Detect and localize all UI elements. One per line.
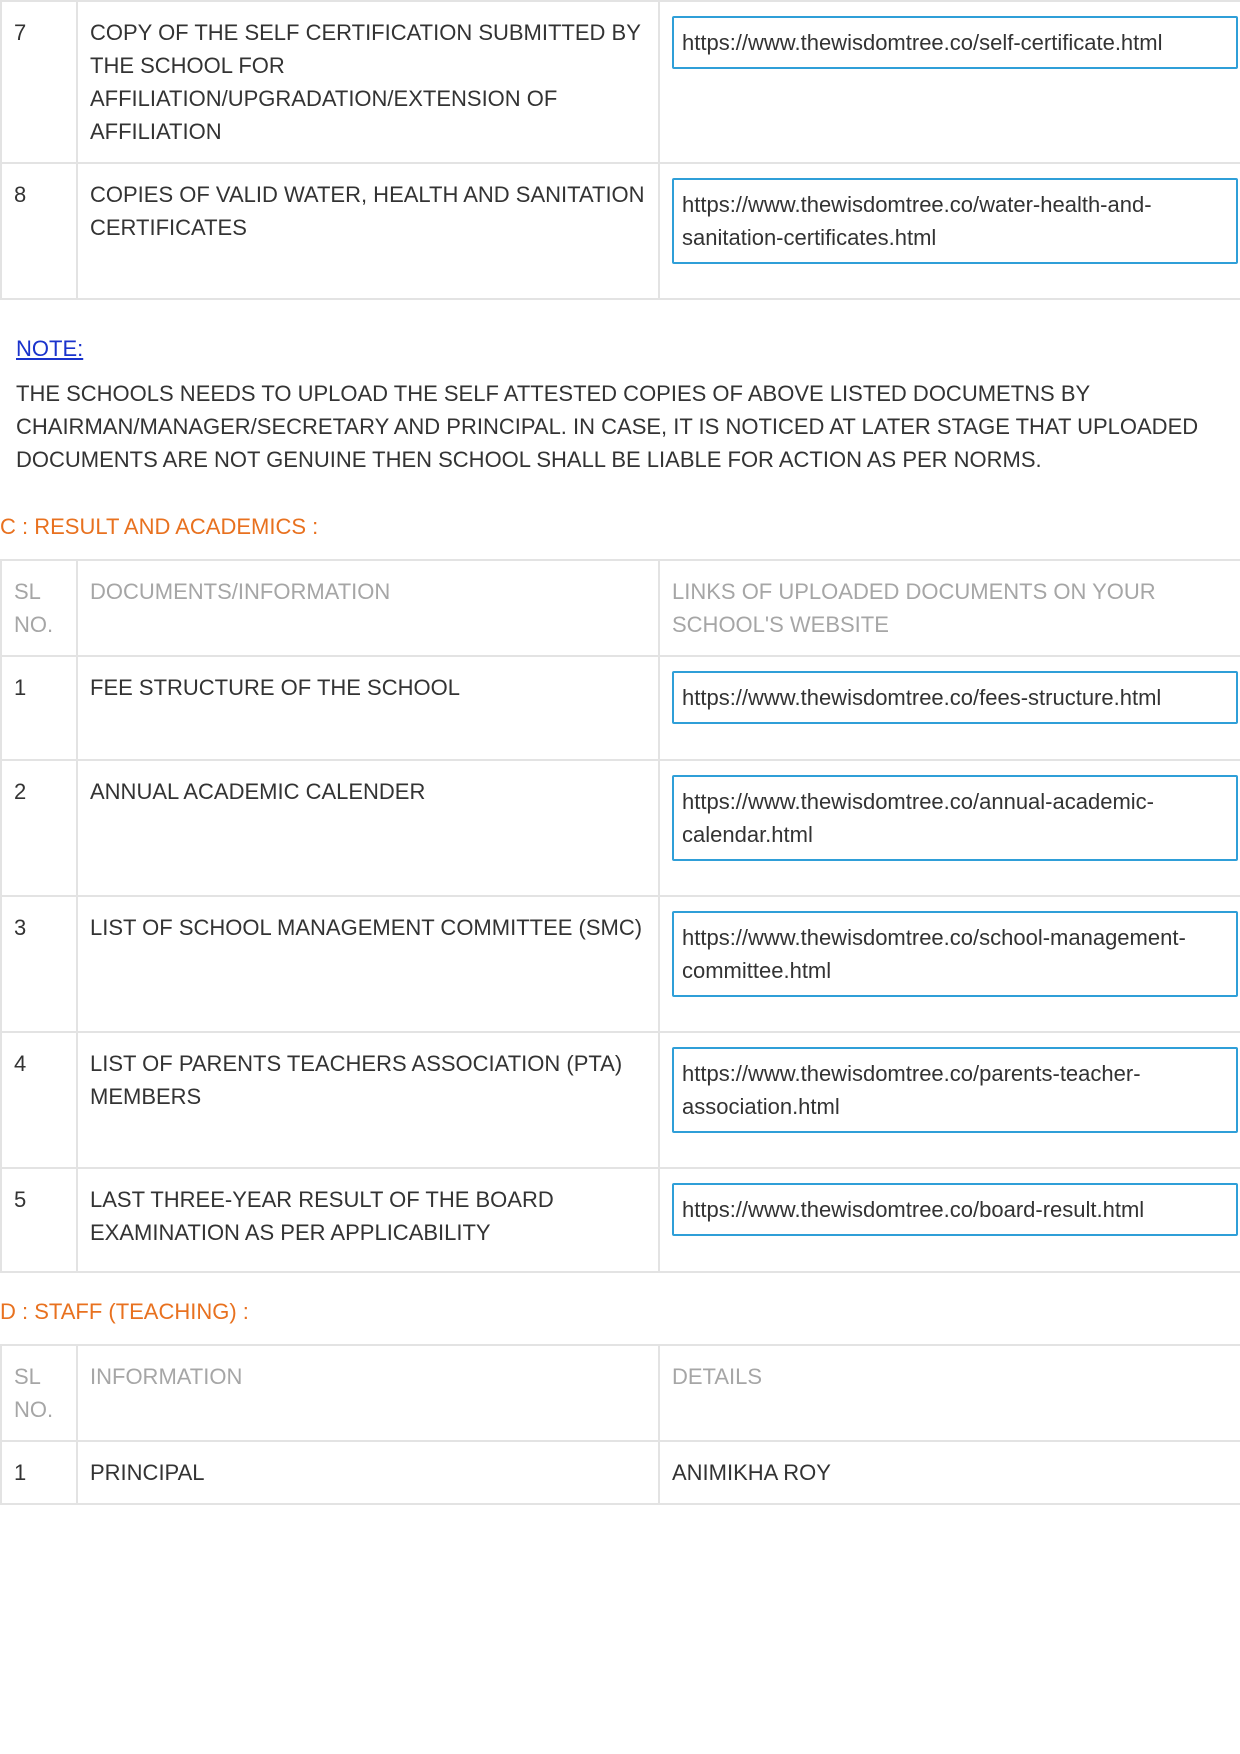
sl-no-cell: 2 (1, 760, 77, 896)
note-text: THE SCHOOLS NEEDS TO UPLOAD THE SELF ATTESTED COPIES OF ABOVE LISTED DOCUMETNS BY CHAIRMAN/MANAGER/SECRETARY AND PRINCIPAL. IN CASE, IT IS NOTICED AT LATER STAGE THAT UPLOADED DOCUMENTS ARE NOT GENUINE THEN SCHOOL SHALL BE LIABLE FOR ACTION AS PER NORMS. (16, 381, 1199, 472)
link-cell (659, 1168, 1240, 1272)
link-cell (659, 760, 1240, 896)
document-link-field[interactable]: https://www.thewisdomtree.co/board-result.html (672, 1183, 1238, 1236)
document-info-cell: COPY OF THE SELF CERTIFICATION SUBMITTED BY THE SCHOOL FOR AFFILIATION/UPGRADATION/EXTENSION OF AFFILIATION (77, 1, 659, 163)
section-d-title: D : STAFF (TEACHING) : (0, 1299, 249, 1324)
staff-info-cell: PRINCIPAL (77, 1441, 659, 1504)
document-info-cell: COPIES OF VALID WATER, HEALTH AND SANITATION CERTIFICATES (77, 163, 659, 299)
note-link[interactable]: NOTE: (16, 336, 84, 361)
document-link-field[interactable]: https://www.thewisdomtree.co/fees-structure.html (672, 671, 1238, 724)
document-info-cell: LIST OF PARENTS TEACHERS ASSOCIATION (PTA) MEMBERS (77, 1032, 659, 1168)
documents-table-b (0, 0, 1240, 300)
sl-no-cell: 8 (1, 163, 77, 299)
document-link-field[interactable]: https://www.thewisdomtree.co/parents-teacher-association.html (672, 1047, 1238, 1133)
table-row (1, 163, 1240, 299)
document-info-cell: LAST THREE-YEAR RESULT OF THE BOARD EXAMINATION AS PER APPLICABILITY (77, 1168, 659, 1272)
sl-no-cell: 7 (1, 1, 77, 163)
sl-no-cell: 1 (1, 1441, 77, 1504)
result-academics-table (0, 559, 1240, 1273)
link-cell (659, 1032, 1240, 1168)
table-row (1, 760, 1240, 896)
document-info-cell: ANNUAL ACADEMIC CALENDER (77, 760, 659, 896)
column-header-documents: DOCUMENTS/INFORMATION (77, 560, 659, 656)
table-row (1, 1168, 1240, 1272)
column-header-details: DETAILS (659, 1345, 1240, 1441)
column-header-sl: SL NO. (1, 1345, 77, 1441)
column-header-information: INFORMATION (77, 1345, 659, 1441)
table-header-row (1, 1345, 1240, 1441)
section-c-title: C : RESULT AND ACADEMICS : (0, 514, 319, 539)
table-row (1, 896, 1240, 1032)
document-link-field[interactable]: https://www.thewisdomtree.co/water-health-and-sanitation-certificates.html (672, 178, 1238, 264)
link-cell (659, 656, 1240, 760)
column-header-links: LINKS OF UPLOADED DOCUMENTS ON YOUR SCHOOL'S WEBSITE (659, 560, 1240, 656)
document-link-field[interactable]: https://www.thewisdomtree.co/self-certificate.html (672, 16, 1238, 69)
column-header-sl: SL NO. (1, 560, 77, 656)
document-link-field[interactable]: https://www.thewisdomtree.co/school-management-committee.html (672, 911, 1238, 997)
link-cell (659, 896, 1240, 1032)
table-row (1, 1441, 1240, 1504)
link-cell (659, 1, 1240, 163)
document-link-field[interactable]: https://www.thewisdomtree.co/annual-academic-calendar.html (672, 775, 1238, 861)
staff-teaching-table (0, 1344, 1240, 1505)
table-header-row (1, 560, 1240, 656)
sl-no-cell: 3 (1, 896, 77, 1032)
note-block (0, 300, 1240, 502)
sl-no-cell: 1 (1, 656, 77, 760)
sl-no-cell: 5 (1, 1168, 77, 1272)
link-cell (659, 163, 1240, 299)
table-row (1, 1032, 1240, 1168)
document-info-cell: FEE STRUCTURE OF THE SCHOOL (77, 656, 659, 760)
table-row (1, 656, 1240, 760)
staff-details-cell: ANIMIKHA ROY (659, 1441, 1240, 1504)
document-info-cell: LIST OF SCHOOL MANAGEMENT COMMITTEE (SMC) (77, 896, 659, 1032)
sl-no-cell: 4 (1, 1032, 77, 1168)
table-row (1, 1, 1240, 163)
